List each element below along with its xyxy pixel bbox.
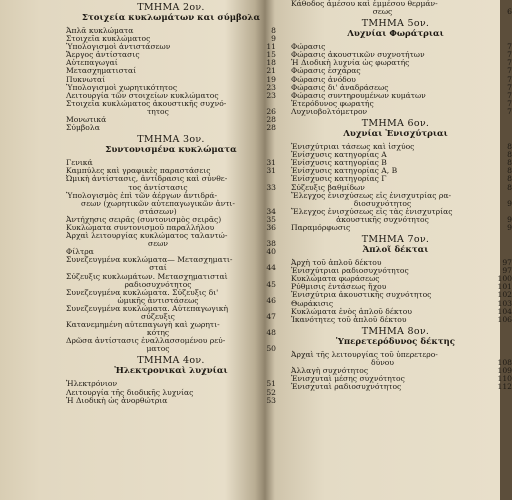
entry-text: Ἄεργος ἀντίστασις [66, 50, 140, 60]
entry-continuation: ματος [146, 344, 170, 354]
entry-page: 45 [266, 279, 276, 289]
section-subheading: Στοιχεία κυκλωμάτων και σύμβολα [81, 13, 261, 23]
entry-text: Πυκνωταί [66, 74, 106, 84]
toc-entry [291, 106, 512, 116]
entry-page: 102 [497, 290, 512, 300]
entry-page: 6 [507, 7, 512, 17]
section-subheading: Ἁπλοῖ δέκται [362, 245, 429, 256]
entry-page: 9 [507, 198, 512, 208]
entry-text: Ἐνίσχυσις κατηγορίας Α, Β [291, 166, 398, 176]
section-subheading: Λυχνίαι Ἐνισχύτριαι [343, 129, 448, 140]
entry-page: 19 [266, 74, 276, 84]
entry-page: 15 [266, 50, 276, 60]
entry-page: 44 [266, 263, 276, 273]
entry-page: 21 [266, 66, 276, 76]
section-subheading: Ἠλεκτρονικαὶ λυχνίαι [114, 366, 228, 377]
entry-text: Ὑπολογισμὸς ἐπὶ τῶν ἀέργων ἀντιδρά- [66, 190, 218, 200]
toc-entry [66, 289, 276, 305]
entry-text: Φώρασις ἐσχάρας [291, 66, 361, 76]
section-5 [291, 18, 512, 116]
entry-page: 18 [266, 58, 276, 68]
entry-text: Φώρασις συντηρουμένων κυμάτων [291, 90, 426, 100]
entry-page: 47 [266, 312, 276, 321]
entry-text: Λειτουργία τῶν στοιχείων κυκλώματος [66, 90, 219, 100]
entry-text: Μετασχηματισταί [66, 66, 137, 76]
entry-text: Ἀντήχησις σειρᾶς (συντονισμὸς σειρᾶς) [66, 214, 222, 224]
entry-page: 101 [497, 282, 512, 292]
entry-text: Ἐνίσχυσις κατηγορίας Β [291, 158, 387, 168]
toc-entry [66, 232, 276, 248]
entry-text: Ἱκανότητες τοῦ ἁπλοῦ δέκτου [291, 314, 407, 324]
entry-text: Ἐνισχύτρια ἀκουστικῆς συχνότητος [291, 290, 432, 300]
section-6 [291, 118, 512, 232]
entry-page: 9 [271, 34, 276, 44]
toc-entry [291, 206, 512, 224]
entry-text: Ὑπολογισμοὶ χωρητικότητος [66, 82, 178, 92]
entry-text: Θωράκισις [291, 298, 334, 308]
entry-page: 103 [497, 298, 512, 308]
entry-page: 106 [497, 314, 512, 324]
toc-entry [66, 337, 276, 353]
entry-text: Συνεζευγμένα κυκλώματα. Αὐτεπαγωγικὴ [66, 303, 228, 313]
toc-entry [66, 321, 276, 337]
entry-page: 7 [507, 74, 512, 84]
entry-page: 7 [507, 106, 512, 116]
toc-entry [291, 222, 512, 232]
entry-page: 7 [507, 98, 512, 108]
section-heading: ΤΜΗΜΑ 4ον. [137, 355, 205, 367]
toc-entry [66, 397, 276, 405]
entry-text: Φώρασις δι' ἀναδράσεως [291, 82, 389, 92]
entry-page: 7 [507, 42, 512, 52]
entry-text: Ἠλεκτρόνιον [66, 379, 118, 389]
entry-text: Ἐνισχυταὶ μέσης συχνότητος [291, 374, 405, 384]
entry-page: 38 [266, 239, 276, 249]
entry-text: Ἔλεγχος ἐνισχύσεως εἰς τὰς ἐνισχυτρίας [291, 206, 453, 216]
entry-continuation: δύνου [371, 357, 394, 367]
entry-text: Ἀρχαὶ τῆς λειτουργίας τοῦ ὑπερετερο- [291, 349, 438, 359]
entry-page: 9 [507, 214, 512, 224]
entry-page: 51 [266, 379, 276, 389]
entry-text: Λυχνιοβολτόμετρον [291, 106, 368, 116]
toc-entry [291, 349, 512, 367]
toc-entry [66, 124, 276, 132]
entry-text: Στοιχεῖα κυκλώματος [66, 34, 151, 44]
entry-text: Στοιχεῖα κυκλώματος ἀκουστικῆς συχνό- [66, 98, 227, 108]
entry-page: 23 [266, 90, 276, 100]
entry-page: 97 [502, 266, 512, 276]
entry-page: 26 [266, 106, 276, 116]
entry-text: Ἀλλαγὴ συχνότητος [291, 366, 369, 375]
toc-entry [66, 175, 276, 191]
entry-continuation: τητος [147, 106, 169, 116]
entry-page: 7 [507, 58, 512, 68]
toc-entry [291, 314, 512, 324]
entry-text: Λειτουργία τῆς διοδικῆς λυχνίας [66, 387, 194, 397]
entry-page: 110 [497, 374, 512, 384]
section-4 [66, 355, 276, 404]
section-subheading: Ὑπερετερόδυνος δέκτης [335, 336, 456, 347]
right-column [291, 0, 512, 392]
entry-text: Ἔλεγχος ἐνισχύσεως εἰς ἐνισχυτρίας ρα- [291, 190, 452, 200]
entry-page: 7 [507, 66, 512, 76]
entry-text: Σύζευξις βαθμίδων [291, 182, 365, 192]
entry-page: 40 [266, 247, 276, 257]
entry-page: 50 [266, 344, 276, 354]
entry-text: Αὐτεπαγωγαί [66, 58, 118, 68]
entry-continuation: στάσεων) [139, 206, 177, 216]
entry-page: 8 [507, 174, 512, 184]
entry-text: Ὑπολογισμοὶ ἀντιστάσεων [66, 42, 171, 52]
section-7 [291, 234, 512, 324]
entry-continuation: σεων [148, 239, 168, 249]
entry-text: Κυκλώματα συντονισμοῦ παραλλήλου [66, 222, 215, 232]
entry-page: 34 [266, 206, 276, 216]
section-heading: ΤΜΗΜΑ 3ον. [137, 134, 205, 146]
toc-entry [66, 305, 276, 321]
entry-text: Καμπύλες καὶ γραφικὲς παραστάσεις [66, 166, 211, 176]
entry-text: Συνεζευγμένα κυκλώματα. Σύζευξις δι' [66, 287, 219, 297]
entry-page: 8 [507, 142, 512, 152]
entry-page: 46 [266, 295, 276, 305]
entry-continuation: κότης [146, 328, 170, 338]
entry-page: 8 [507, 182, 512, 192]
entry-text: Ἐνισχύτριαι ραδιοσυχνότητος [291, 266, 409, 276]
entry-page: 7 [507, 82, 512, 92]
entry-text: Κάθοδος ἀμέσου καὶ ἐμμέσου θερμάν- [291, 0, 438, 8]
section-subheading: Συντονισμένα κυκλώματα [105, 145, 237, 156]
entry-text: Κυκλώματα ἑνὸς ἁπλοῦ δέκτου [291, 306, 412, 316]
entry-text: Ἡ Διοδικὴ ὡς ἀνορθώτρια [66, 395, 168, 405]
entry-text: Μονωτικά [66, 115, 107, 125]
entry-text: Συνεζευγμένα κυκλώματα— Μετασχηματι- [66, 255, 233, 265]
entry-page: 36 [266, 222, 276, 232]
entry-text: Κατανεμημένη αὐτεπαγωγὴ καὶ χωρητι- [66, 320, 220, 330]
entry-page: 8 [507, 166, 512, 176]
toc-entry [66, 100, 276, 116]
entry-text: Φώρασις [291, 42, 326, 52]
section-2 [66, 2, 276, 132]
toc-entry [66, 273, 276, 289]
entry-page: 31 [266, 158, 276, 168]
entry-text: Σύμβολα [66, 123, 100, 133]
entry-text: Ρύθμισις ἐντάσεως ἤχου [291, 282, 387, 292]
entry-continuation: σεως [372, 7, 393, 17]
entry-text: Ἐνισχύτριαι τάσεως καὶ ἰσχύος [291, 142, 415, 152]
entry-continuation: τος ἀντίστασις [128, 182, 188, 192]
entry-page: 8 [507, 158, 512, 168]
entry-text: Ἑτερόδυνος φωρατής [291, 98, 374, 108]
section-heading: ΤΜΗΜΑ 2ον. [137, 2, 205, 13]
entry-text: Ἐνισχυταὶ ραδιοσυχνότητος [291, 382, 402, 392]
entry-page: 52 [266, 387, 276, 397]
entry-page: 11 [266, 42, 276, 52]
toc-entry [66, 192, 276, 216]
entry-continuation: ὠμικῆς ἀντιστάσεως [117, 295, 199, 305]
entry-page: 48 [266, 328, 276, 338]
entry-page: 97 [502, 258, 512, 268]
entry-text: Φώρασις ἀνόδου [291, 74, 356, 84]
entry-text: Ὠμικὴ ἀντίστασις, ἀντίδρασις καὶ σύνθε- [66, 174, 228, 184]
toc-entry [291, 382, 512, 392]
entry-text: Ἡ Διοδικὴ λυχνία ὡς φωρατής [291, 58, 410, 68]
entry-page: 31 [266, 166, 276, 176]
entry-text: Ἁπλᾶ κυκλώματα [66, 26, 134, 35]
section-heading: ΤΜΗΜΑ 5ον. [361, 18, 430, 30]
entry-text: Ἐνίσχυσις κατηγορίας Γ [291, 174, 387, 184]
section-subheading: Λυχνίαι Φωράτριαι [347, 29, 444, 40]
entry-page: 100 [497, 274, 512, 284]
section-8 [291, 325, 512, 392]
toc-entry [291, 0, 512, 17]
entry-text: Δρῶσα ἀντίστασις ἐναλλασσομένου ρεύ- [66, 336, 226, 346]
entry-text: Φίλτρα [66, 247, 94, 257]
entry-text: Κυκλώματα φωράσεως [291, 274, 380, 284]
entry-page: 8 [507, 150, 512, 160]
entry-page: 33 [266, 182, 276, 192]
section-heading: ΤΜΗΜΑ 7ον. [361, 234, 430, 246]
entry-page: 112 [497, 382, 512, 392]
entry-page: 109 [497, 366, 512, 375]
entry-page: 7 [507, 90, 512, 100]
entry-text: Σύζευξις κυκλωμάτων. Μετασχηματισταὶ [66, 271, 228, 281]
entry-text: Ἐνίσχυσις κατηγορίας Α [291, 150, 387, 160]
entry-page: 104 [497, 306, 512, 316]
entry-page: 35 [266, 214, 276, 224]
entry-page: 7 [507, 50, 512, 60]
section-heading: ΤΜΗΜΑ 8ον. [361, 325, 430, 337]
entry-text: Ἀρχὴ τοῦ ἁπλοῦ δέκτου [291, 258, 382, 268]
toc-entry [291, 190, 512, 208]
entry-continuation: ἀκουστικῆς συχνότητος [336, 214, 429, 224]
left-column [66, 0, 276, 405]
entry-page: 9 [507, 222, 512, 232]
section-heading: ΤΜΗΜΑ 6ον. [361, 118, 430, 130]
entry-page: 108 [497, 357, 512, 367]
entry-text: Γενικά [66, 158, 93, 168]
entry-continuation: σύζευξις [141, 312, 175, 321]
entry-continuation: σταί [149, 263, 167, 273]
entry-continuation: ραδιοσυχνότητος [124, 279, 192, 289]
entry-page: 23 [266, 82, 276, 92]
entry-text: Παραμόρφωσις [291, 222, 351, 232]
entry-continuation: σεων (χωρητικῶν αὐτεπαγωγικῶν ἀντι- [81, 198, 235, 208]
entry-text: Φώρασις ἀκουστικῶν συχνοτήτων [291, 50, 425, 60]
entry-page: 28 [266, 123, 276, 133]
entry-page: 8 [271, 26, 276, 35]
entry-page: 28 [266, 115, 276, 125]
section-3 [66, 134, 276, 353]
entry-text: Ἀρχαὶ λειτουργίας κυκλώματος ταλαντώ- [66, 231, 228, 241]
entry-continuation: διοσυχνότητος [353, 198, 412, 208]
toc-entry [66, 256, 276, 272]
entry-page: 53 [266, 395, 276, 405]
